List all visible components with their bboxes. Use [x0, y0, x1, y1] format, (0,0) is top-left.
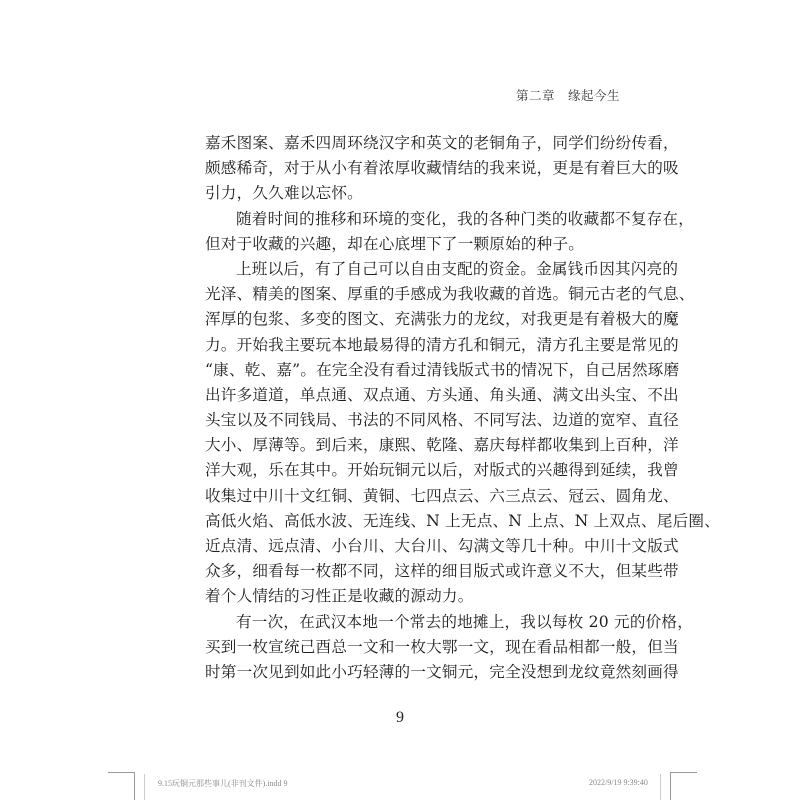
text-line: 浑厚的包浆、多变的图文、充满张力的龙纹，对我更是有着极大的魔: [205, 310, 679, 329]
print-slug-timestamp: 2022/9/19 9:39:40: [589, 778, 648, 787]
text-line: 嘉禾图案、嘉禾四周环绕汉字和英文的老铜角子，同学们纷纷传看，: [205, 134, 679, 152]
text-line: 光泽、精美的图案、厚重的手感成为我收藏的首选。铜元古老的气息、: [205, 285, 695, 304]
text-line: 颇感稀奇，对于从小有着浓厚收藏情结的我来说，更是有着巨大的吸: [205, 159, 679, 178]
text-line: 众多，细看每一枚都不同，这样的细目版式或许意义不大，但某些带: [205, 562, 679, 581]
page-number: 9: [396, 709, 404, 726]
crop-mark-left-vertical: [134, 772, 135, 800]
text-line: “康、乾、嘉”。在完全没有看过清钱版式书的情况下，自己居然琢磨: [205, 360, 680, 379]
text-line: 时第一次见到如此小巧轻薄的一文铜元，完全没想到龙纹竟然刻画得: [205, 662, 679, 681]
text-line: 但对于收藏的兴趣，却在心底埋下了一颗原始的种子。: [205, 234, 585, 253]
running-head-chapter-title: 第二章 缘起今生: [516, 88, 621, 103]
crop-mark-left-vertical-inner: [144, 774, 145, 800]
text-line: 收集过中川十文红铜、黄铜、七四点云、六三点云、冠云、圆角龙、: [205, 486, 679, 505]
crop-mark-right-vertical-inner: [660, 774, 661, 800]
text-line: 出许多道道，单点通、双点通、方头通、角头通、满文出头宝、不出: [205, 385, 679, 404]
text-line: 着个人情结的习性正是收藏的源动力。: [205, 587, 474, 606]
body-text: [205, 131, 721, 685]
text-line: 头宝以及不同钱局、书法的不同风格、不同写法、边道的宽窄、直径: [205, 411, 679, 430]
text-line: 引力，久久难以忘怀。: [205, 184, 363, 203]
text-line: 力。开始我主要玩本地最易得的清方孔和铜元，清方孔主要是常见的: [205, 335, 679, 354]
text-line: 买到一枚宣统己酉总一文和一枚大鄂一文，现在看品相都一般，但当: [205, 637, 679, 656]
text-line: 上班以后，有了自己可以自由支配的资金。金属钱币因其闪亮的: [236, 259, 679, 278]
crop-mark-right-vertical: [670, 772, 671, 800]
text-line: 有一次，在武汉本地一个常去的地摊上，我以每枚 20 元的价格，: [236, 612, 693, 631]
text-line: 洋大观，乐在其中。开始玩铜元以后，对版式的兴趣得到延续，我曾: [205, 461, 679, 480]
print-slug-filename: 9.15玩铜元那些事儿(非刊文件).indd 9: [158, 779, 288, 788]
text-line: 近点清、远点清、小台川、大台川、勾满文等几十种。中川十文版式: [205, 537, 679, 555]
crop-mark-left-horizontal: [108, 772, 134, 773]
text-line: 随着时间的推移和环境的变化，我的各种门类的收藏都不复存在，: [236, 209, 695, 228]
crop-mark-right-horizontal: [671, 772, 697, 773]
text-line: 大小、厚薄等。到后来，康熙、乾隆、嘉庆每样都收集到上百种，洋: [205, 436, 679, 455]
text-line: 高低火焰、高低水波、无连线、N 上无点、N 上点、N 上双点、尾后圈、: [205, 511, 721, 530]
